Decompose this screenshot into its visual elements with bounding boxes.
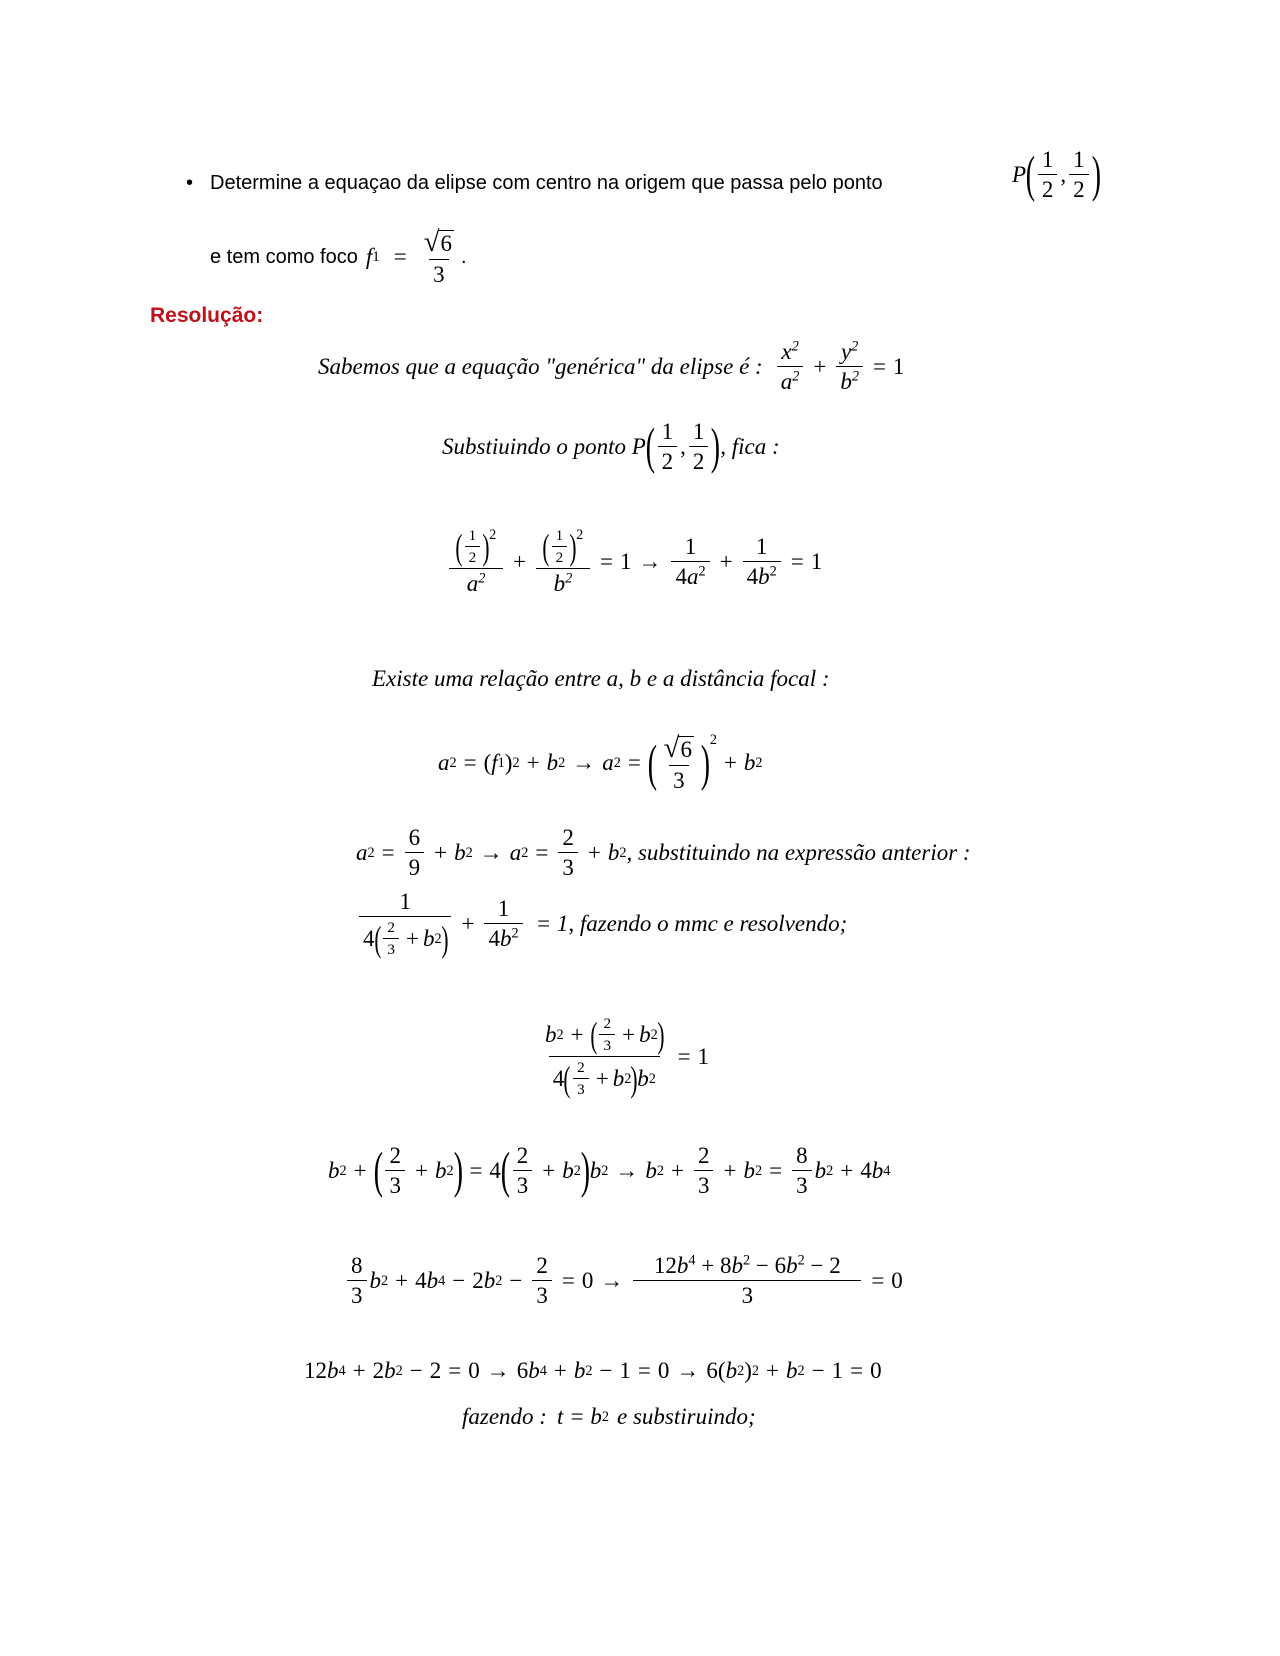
step-12-mid: t = b xyxy=(556,1404,602,1429)
focus-den: 3 xyxy=(429,259,449,287)
step-2-tail: , fica : xyxy=(720,434,780,460)
step-5: a 2 = ( f 1 ) 2 + b 2 → a 2 = ( √ 6 3 ) 2 + b 2 xyxy=(438,732,763,793)
frac-num: 1 xyxy=(1073,147,1085,172)
step-3: ( $\frac{1}{2}$ ) 2 $a^2$ + ( $\frac{1}{2}$ ) 2 $b^2$ = 1 → $\frac{1}{4a^2}$ + $\frac{1}{4b^2}$ = 1 xyxy=(446,528,822,596)
focus-symbol: f xyxy=(365,244,373,270)
question-line-2: e tem como foco f 1 = √ 6 3 . xyxy=(210,226,467,287)
frac-den: 2 xyxy=(1038,174,1058,202)
point-label: P xyxy=(1012,162,1027,188)
step-7: 1 4 ( $\frac{2}{3}$ + b 2 ) + $\frac{1}{4b^2}$ = 1, fazendo o mmc e resolvendo; xyxy=(356,890,847,958)
step-12-tail: e substiruindo; xyxy=(617,1404,756,1429)
step-10: $\frac{8}{3}$ b 2 + 4 b 4 − 2 b 2 − $\frac{2}{3}$ = 0 → $\frac{12b^4 + 8b^2 - 6b^2 - 2}{3}$ = 0 xyxy=(344,1254,903,1308)
step-6-tail: , substituindo na expressão anterior : xyxy=(626,840,971,866)
question-point: P ( $\frac{1}{2}$ , $\frac{1}{2}$ ) xyxy=(1012,146,1101,203)
frac-num: 1 xyxy=(1041,147,1054,172)
step-4: Existe uma relação entre a, b e a distância focal : xyxy=(372,666,830,691)
period: . xyxy=(461,245,467,268)
comma: , xyxy=(1060,162,1067,188)
equals: = xyxy=(393,244,407,270)
step-1-text: Sabemos que a equação "genérica" da elipse é : xyxy=(318,354,763,380)
sqrt-radicand: 6 xyxy=(440,231,452,257)
bullet: • xyxy=(186,172,194,194)
step-2-text: Substiuindo o ponto P xyxy=(442,434,646,460)
step-7-tail: = 1, fazendo o mmc e resolvendo; xyxy=(535,911,848,936)
step-8: b 2 + ( $\frac{2}{3}$ + b 2 ) 4 ( $\frac{2}{3}$ + b 2 ) b 2 = 1 xyxy=(545,1014,710,1099)
step-6: a 2 = $\frac{6}{9}$ + b 2 → a 2 = $\frac{2}{3}$ + b 2 , substituindo na expressão anterior : xyxy=(356,825,971,881)
step-2: Substiuindo o ponto P ( $\frac{1}{2}$ , $\frac{1}{2}$ ) , fica : xyxy=(442,418,780,475)
step-12: fazendo : t = b 2 e substiruindo; xyxy=(462,1404,756,1429)
resolucao-title: Resolução: xyxy=(150,304,264,327)
step-1: Sabemos que a equação "genérica" da elipse é : $\frac{x^2}{a^2}$ + $\frac{y^2}{b^2}$ = 1 xyxy=(318,338,905,395)
frac-den: 2 xyxy=(1069,174,1089,202)
step-11: 12 b 4 + 2 b 2 − 2 = 0 → 6 b 4 + b 2 − 1 = 0 → 6( b 2 ) 2 + b 2 − 1 = 0 xyxy=(304,1358,882,1383)
question-line-1: Determine a equaçao da elipse com centro na origem que passa pelo ponto xyxy=(210,172,883,194)
step-12-text: fazendo : xyxy=(462,1404,547,1429)
question-line-2-text: e tem como foco xyxy=(210,245,358,268)
step-9: b 2 + ( $\frac{2}{3}$ + b 2 ) = 4 ( $\frac{2}{3}$ + b 2 ) b 2 → b 2 + $\frac{2}{3}$ + b 2 = $\frac{8}{3}$ b 2 + 4 b 4 xyxy=(328,1142,891,1199)
